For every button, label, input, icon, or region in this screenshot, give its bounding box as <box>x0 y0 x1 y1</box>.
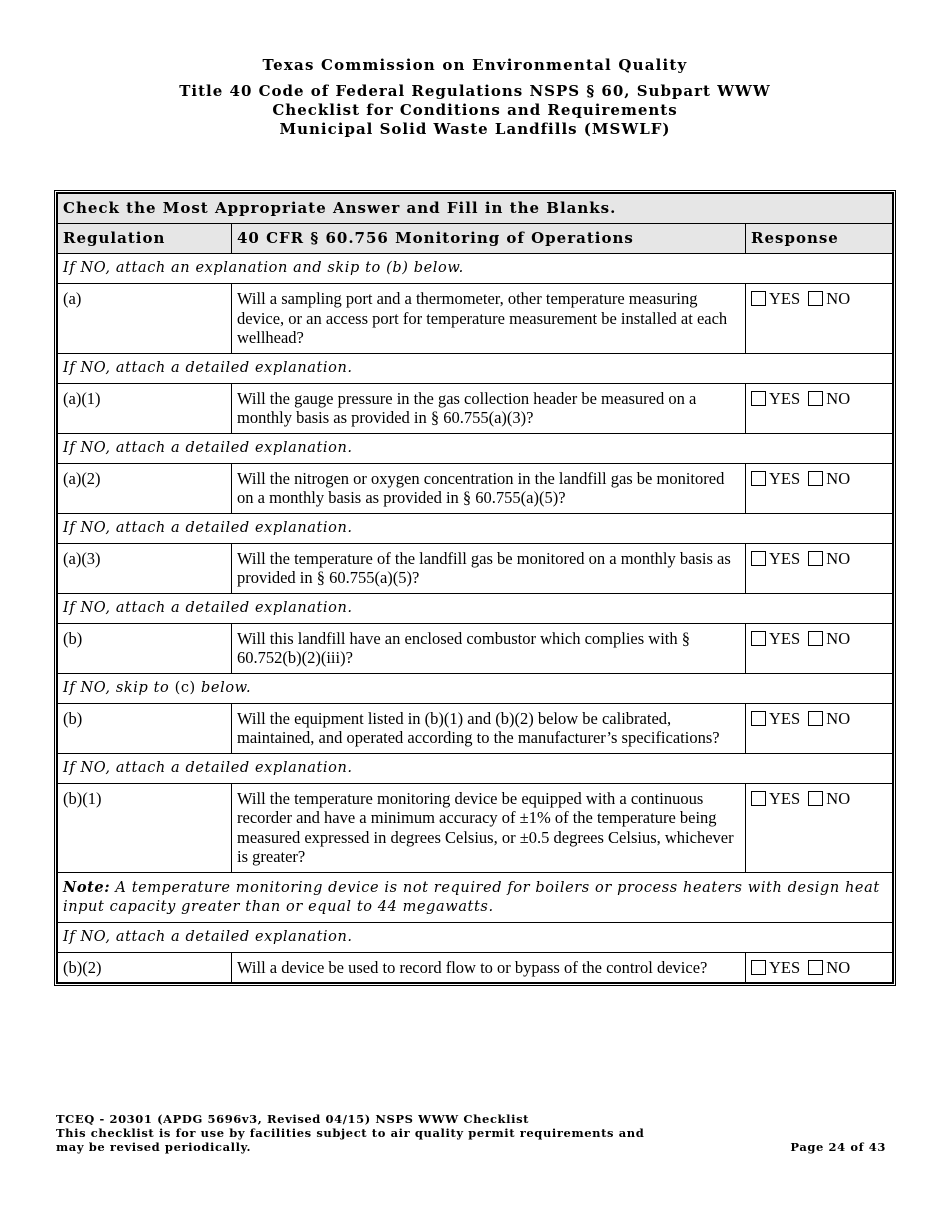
question-row <box>58 463 893 513</box>
instruction-row <box>58 593 893 623</box>
instruction-row <box>58 353 893 383</box>
column-header-section: 40 CFR § 60.756 Monitoring of Operations <box>232 224 746 254</box>
no-label: NO <box>826 289 851 308</box>
question-row <box>58 703 893 753</box>
yes-label: YES <box>769 388 801 408</box>
footer-note-line-1: This checklist is for use by facilities subject to air quality permit requirements and <box>56 1126 645 1140</box>
yes-checkbox[interactable] <box>751 471 766 486</box>
title-line-2: Checklist for Conditions and Requirements <box>272 101 678 119</box>
instruction-reference: (c) <box>174 679 196 696</box>
instruction-row <box>58 433 893 463</box>
response-cell <box>746 543 893 593</box>
instruction-text <box>58 673 893 703</box>
no-checkbox[interactable] <box>808 631 823 646</box>
no-checkbox[interactable] <box>808 791 823 806</box>
no-checkbox[interactable] <box>808 551 823 566</box>
instruction-row <box>58 254 893 284</box>
response-cell <box>746 783 893 872</box>
question-row <box>58 623 893 673</box>
column-header-response: Response <box>746 224 893 254</box>
regulation-cell: (b) <box>58 703 232 753</box>
instruction-prefix: If NO, skip to <box>63 679 175 696</box>
no-label: NO <box>826 708 851 728</box>
question-text: Will the nitrogen or oxygen concentration in the landfill gas be monitored on a monthly basis as provided in § 60.755(a)(5)? <box>232 463 746 513</box>
yes-checkbox[interactable] <box>751 551 766 566</box>
table-header-row <box>58 224 893 254</box>
yes-label: YES <box>769 708 801 728</box>
yes-label: YES <box>769 468 801 488</box>
instruction-text: If NO, attach a detailed explanation. <box>58 753 893 783</box>
yes-label: YES <box>769 289 801 308</box>
response-cell <box>746 284 893 354</box>
instruction-row <box>58 513 893 543</box>
instruction-text: If NO, attach a detailed explanation. <box>58 922 893 952</box>
title-line-1: Title 40 Code of Federal Regulations NSPS § 60, Subpart WWW <box>179 82 771 100</box>
note-body: A temperature monitoring device is not required for boilers or process heaters with design heat input capacity greater than or equal to 44 megawatts. <box>63 879 880 915</box>
yes-label: YES <box>769 548 801 568</box>
instruction-text: If NO, attach a detailed explanation. <box>58 513 893 543</box>
question-text: Will the temperature monitoring device be equipped with a continuous recorder and have a minimum accuracy of ±1% of the temperature being measured expressed in degrees Celsius, or ±0.5 degrees Celsius, whichever is greater? <box>232 783 746 872</box>
question-row <box>58 952 893 983</box>
question-text: Will the temperature of the landfill gas be monitored on a monthly basis as provided in § 60.755(a)(5)? <box>232 543 746 593</box>
regulation-cell: (a) <box>58 284 232 354</box>
note-label: Note: <box>63 878 111 896</box>
question-text: Will a device be used to record flow to or bypass of the control device? <box>232 952 746 983</box>
no-label: NO <box>826 548 851 568</box>
question-row <box>58 543 893 593</box>
no-checkbox[interactable] <box>808 960 823 975</box>
table-banner-row <box>58 194 893 224</box>
no-checkbox[interactable] <box>808 471 823 486</box>
no-label: NO <box>826 628 851 648</box>
yes-checkbox[interactable] <box>751 631 766 646</box>
no-label: NO <box>826 468 851 488</box>
question-text: Will the equipment listed in (b)(1) and (b)(2) below be calibrated, maintained, and operated according to the manufacturer’s specifications? <box>232 703 746 753</box>
response-cell <box>746 703 893 753</box>
title-line-3: Municipal Solid Waste Landfills (MSWLF) <box>279 120 671 138</box>
instruction-suffix: below. <box>195 679 252 696</box>
instruction-text: If NO, attach an explanation and skip to (b) below. <box>58 254 893 284</box>
no-label: NO <box>826 788 851 808</box>
question-row <box>58 284 893 354</box>
yes-checkbox[interactable] <box>751 960 766 975</box>
response-cell <box>746 952 893 983</box>
yes-checkbox[interactable] <box>751 291 766 306</box>
question-text: Will this landfill have an enclosed combustor which complies with § 60.752(b)(2)(iii)? <box>232 623 746 673</box>
footer-note-line-2: may be revised periodically. <box>56 1140 252 1154</box>
question-text: Will the gauge pressure in the gas collection header be measured on a monthly basis as provided in § 60.755(a)(3)? <box>232 383 746 433</box>
yes-label: YES <box>769 628 801 648</box>
table-banner: Check the Most Appropriate Answer and Fill in the Blanks. <box>58 194 893 224</box>
page-number: Page 24 of 43 <box>790 1140 886 1154</box>
response-cell <box>746 463 893 513</box>
regulation-cell: (b)(2) <box>58 952 232 983</box>
regulation-cell: (b) <box>58 623 232 673</box>
instruction-text: If NO, attach a detailed explanation. <box>58 353 893 383</box>
agency-name: Texas Commission on Environmental Quality <box>262 56 688 74</box>
no-label: NO <box>826 957 851 977</box>
response-cell <box>746 623 893 673</box>
checklist-table <box>54 190 896 986</box>
yes-label: YES <box>769 957 801 977</box>
regulation-cell: (a)(1) <box>58 383 232 433</box>
no-checkbox[interactable] <box>808 391 823 406</box>
column-header-regulation: Regulation <box>58 224 232 254</box>
no-checkbox[interactable] <box>808 711 823 726</box>
instruction-text: If NO, attach a detailed explanation. <box>58 433 893 463</box>
yes-checkbox[interactable] <box>751 791 766 806</box>
regulation-cell: (b)(1) <box>58 783 232 872</box>
regulation-cell: (a)(3) <box>58 543 232 593</box>
question-row <box>58 783 893 872</box>
question-row <box>58 383 893 433</box>
yes-checkbox[interactable] <box>751 711 766 726</box>
footer-form-id: TCEQ - 20301 (APDG 5696v3, Revised 04/15) NSPS WWW Checklist <box>56 1112 530 1126</box>
instruction-row <box>58 922 893 952</box>
yes-label: YES <box>769 788 801 808</box>
document-header <box>0 56 950 139</box>
regulation-cell: (a)(2) <box>58 463 232 513</box>
response-cell <box>746 383 893 433</box>
yes-checkbox[interactable] <box>751 391 766 406</box>
no-checkbox[interactable] <box>808 291 823 306</box>
question-text: Will a sampling port and a thermometer, other temperature measuring device, or an access port for temperature measurement be installed at each wellhead? <box>232 284 746 354</box>
note-text <box>58 872 893 922</box>
document-footer <box>56 1112 644 1154</box>
instruction-row <box>58 673 893 703</box>
instruction-text: If NO, attach a detailed explanation. <box>58 593 893 623</box>
no-label: NO <box>826 388 851 408</box>
instruction-row <box>58 753 893 783</box>
note-row <box>58 872 893 922</box>
